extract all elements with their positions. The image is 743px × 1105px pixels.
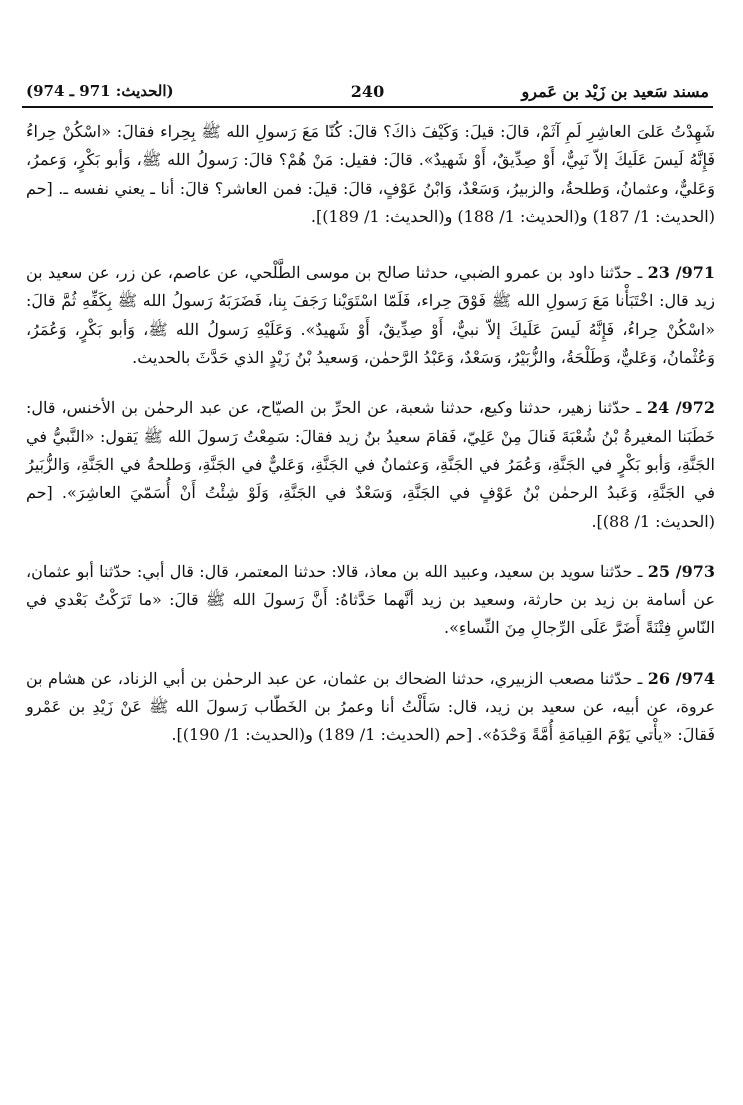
book-section-title: مسند سَعيد بن زَيْد بن عَمرو — [521, 82, 709, 101]
page-number: 240 — [350, 82, 385, 101]
hadith-number: 971/ 23 — [647, 263, 715, 283]
hadith-text: ـ حدّثنا داود بن عمرو الضبي، حدثنا صالح بن موسى الطَّلْحي، عن عاصم، عن زر، عن سعيد بن زيد قال: اخْتَبَأْنا مَعَ رَسولِ الله ﷺ فَوْقَ حِراء، فَلَمّا اسْتَوَيْنا رَجَفَ بِنا، فَضَرَبَهُ رَسولُ الله ﷺ بِكَفِّهِ ثُمَّ قالَ: «اسْكُنْ حِراءُ، فَإِنَّهُ لَيسَ عَلَيكَ إلاّ نبيٌّ، أَوْ صِدِّيقٌ، أَوْ شَهيدٌ». وَعَلَيْهِ رَسولُ الله ﷺ، وَأبو بَكْرٍ، وَعُمَرُ، وَعُثْمانُ، وَعَليٌّ، وَطَلْحَةُ، والزُّبَيْرُ، وَسَعْدٌ، وَعَبْدُ الرَّحمٰن، وَسعيدُ بْنُ زَيْدٍ الذي حَدَّثَ بالحديث. — [26, 263, 715, 368]
hadith-number: 973/ 25 — [647, 561, 716, 581]
hadith-paragraph — [26, 118, 715, 231]
hadith-number: 974/ 26 — [647, 668, 715, 688]
hadith-text: شَهِدْتُ عَلىَ العاشِرِ لَمِ آثَمْ، قالَ: قيلَ: وَكَيْفَ ذاكَ؟ قالَ: كُنّا مَعَ رَسولِ الله ﷺ بِحِراء فقالَ: «اسْكُنْ حِراءُ فَإِنَّهُ لَيسَ عَلَيكَ إلاّ نَبِيٌّ، أَوْ صِدِّيقٌ، أَوْ شَهيدٌ». قالَ: فقيل: مَنْ هُمْ؟ قالَ: رَسولُ الله ﷺ، وَأبو بَكْرٍ، وَعمرُ، وَعَليٌّ، وعثمانُ، وَطلحةُ، والزبيرُ، وَسَعْدٌ، وَابْنُ عَوْفٍ، قالَ: قيلَ: فمن العاشر؟ قالَ: أنا ـ يعني نفسه ـ. [حم (الحديث: 1/ 187) و(الحديث: 1/ 188) و(الحديث: 1/ 189)]. — [26, 122, 716, 226]
hadith-number: 972/ 24 — [647, 398, 716, 418]
page-header — [22, 80, 713, 108]
hadith-paragraph — [26, 665, 715, 750]
page-body — [26, 118, 715, 772]
hadith-text: ـ حدّثنا مصعب الزبيري، حدثنا الضحاك بن عثمان، عن عبد الرحمٰن بن أبي الزناد، عن هشام بن عروة، عن أبيه، عن سعيد بن زيد، قال: سَأَلْتُ أنا وعمرُ بن الخَطّاب رَسولَ الله ﷺ عَنْ زَيْدِ بن عَمْرو فَقالَ: «يأْتي يَوْمَ القِيامَةِ أُمَّةً وَحْدَهُ». [حم (الحديث: 1/ 189) و(الحديث: 1/ 190)]. — [26, 668, 715, 745]
hadith-paragraph — [26, 558, 715, 643]
hadith-paragraph — [26, 394, 715, 535]
hadith-range: (الحديث: 971 ـ 974) — [26, 82, 174, 100]
hadith-text: ـ حدّثنا زهير، حدثنا وكيع، حدثنا شعبة، عن الحرِّ بن الصيّاح، عن عبد الرحمٰن بن الأخنس، قال: خَطَبَنا المغيرةُ بْنُ شُعْبَةَ فَنالَ مِنْ عَلِيّ، فَقامَ سعيدُ بنُ زيد فقالَ: سَمِعْتُ رَسولَ الله ﷺ يَقول: «النَّبيُّ في الجَنَّةِ، وَأبو بَكْرٍ في الجَنَّةِ، وَعُمَرُ في الجَنَّةِ، وَعثمانُ في الجَنَّةِ، وَعَليٌّ في الجَنَّةِ، وَطلحةُ في الجَنَّةِ، وَالزُّبَيرُ في الجَنَّةِ، وَعَبدُ الرحمٰن بْنُ عَوْفٍ في الجَنَّةِ، وَسَعْدٌ في الجَنَّةِ، وَلَوْ شِئْتُ أَنْ أُسَمّيَ العاشِرَ». [حم (الحديث: 1/ 88)]. — [26, 398, 715, 531]
hadith-paragraph — [26, 259, 715, 372]
hadith-text: ـ حدّثنا سويد بن سعيد، وعبيد الله بن معاذ، قالا: حدثنا المعتمر، قال: قال أبي: حدّثنا أبو عثمان، عن أسامة بن زيد بن حارثة، وسعيد بن زيد أنَّهما حَدَّثاهُ: أَنَّ رَسولَ الله ﷺ قالَ: «ما تَرَكْتُ بَعْدي في النّاسِ فِتْنَةً أَضَرَّ عَلَى الرِّجالِ مِنَ النِّساءِ». — [26, 561, 716, 638]
